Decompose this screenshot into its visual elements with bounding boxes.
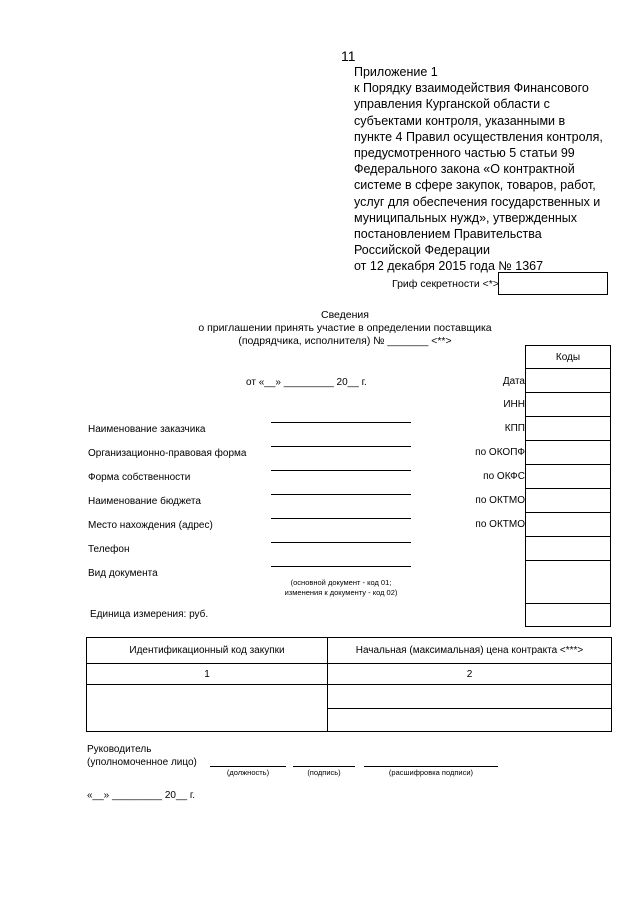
- field-label-ownership: Форма собственности: [88, 472, 191, 483]
- code-cell-oktmo[interactable]: [526, 489, 611, 513]
- appendix-line: муниципальных нужд», утвержденных: [354, 210, 578, 225]
- form-title: Сведения: [321, 309, 369, 321]
- code-label-inn: ИНН: [503, 399, 525, 410]
- code-label-date: Дата: [502, 376, 525, 387]
- appendix-line: от 12 декабря 2015 года № 1367: [354, 259, 544, 274]
- code-label-oktmo-2: по ОКТМО: [475, 519, 525, 530]
- appendix-line: управления Курганской области с: [354, 97, 550, 112]
- form-date: от «__» _________ 20__ г.: [246, 377, 367, 388]
- purchase-code-header: Идентификационный код закупки: [87, 638, 328, 664]
- secrecy-field[interactable]: [498, 272, 608, 295]
- appendix-line: Российской Федерации: [354, 243, 490, 258]
- code-cell-inn[interactable]: [526, 393, 611, 417]
- appendix-line: Приложение 1: [354, 65, 438, 79]
- name-decode-line[interactable]: [364, 766, 498, 767]
- position-line[interactable]: [210, 766, 286, 767]
- field-input-phone[interactable]: [271, 542, 411, 543]
- doc-type-note: (основной документ - код 01;: [290, 578, 392, 587]
- col-number-2: 2: [328, 664, 612, 685]
- field-label-doc-type: Вид документа: [88, 568, 158, 579]
- field-input-ownership[interactable]: [271, 470, 411, 471]
- field-input-address[interactable]: [271, 518, 411, 519]
- code-label-okopf: по ОКОПФ: [475, 447, 525, 458]
- code-cell-kpp[interactable]: [526, 417, 611, 441]
- purchase-table: [86, 637, 612, 732]
- code-cell-oktmo-2[interactable]: [526, 513, 611, 537]
- doc-type-note-2: изменения к документу - код 02): [284, 588, 398, 597]
- appendix-header: [354, 64, 603, 275]
- unit-label: Единица измерения: руб.: [90, 609, 209, 620]
- code-cell-date[interactable]: [526, 369, 611, 393]
- max-price-cell[interactable]: [328, 685, 612, 709]
- field-label-budget: Наименование бюджета: [88, 496, 201, 507]
- appendix-line: Федерального закона «О контрактной: [354, 162, 575, 177]
- code-cell-unit[interactable]: [526, 604, 611, 627]
- appendix-line: услуг для обеспечения государственных и: [354, 194, 601, 209]
- signatory-sublabel: (уполномоченное лицо): [87, 757, 197, 768]
- field-input-legal-form[interactable]: [271, 446, 411, 447]
- code-cell-okfs[interactable]: [526, 465, 611, 489]
- appendix-line: системе в сфере закупок, товаров, работ,: [354, 178, 596, 193]
- signature-line[interactable]: [293, 766, 355, 767]
- max-price-header: Начальная (максимальная) цена контракта <***>: [328, 638, 612, 664]
- position-caption: (должность): [226, 768, 270, 777]
- field-input-doc-type[interactable]: [271, 566, 411, 567]
- code-cell-okopf[interactable]: [526, 441, 611, 465]
- field-label-address: Место нахождения (адрес): [88, 520, 213, 531]
- purchase-code-cell[interactable]: [87, 685, 328, 732]
- codes-table: [525, 345, 611, 627]
- appendix-line: к Порядку взаимодействия Финансового: [354, 81, 589, 96]
- code-cell-doc-type[interactable]: [526, 561, 611, 604]
- page-number: 11: [341, 48, 356, 64]
- secrecy-label: Гриф секретности <*>: [392, 278, 500, 290]
- appendix-line: предусмотренного частью 5 статьи 99: [354, 146, 575, 161]
- appendix-line: пункте 4 Правил осуществления контроля,: [354, 129, 603, 144]
- field-label-phone: Телефон: [88, 544, 130, 555]
- max-price-cell-2[interactable]: [328, 708, 612, 732]
- signature-caption: (подпись): [307, 768, 341, 777]
- code-label-okfs: по ОКФС: [483, 471, 525, 482]
- field-label-legal-form: Организационно-правовая форма: [88, 448, 247, 459]
- col-number-1: 1: [87, 664, 328, 685]
- codes-header: Коды: [526, 346, 611, 369]
- footer-date: «__» _________ 20__ г.: [87, 790, 196, 801]
- code-label-oktmo: по ОКТМО: [475, 495, 525, 506]
- appendix-line: субъектами контроля, указанными в: [354, 113, 566, 128]
- field-input-customer[interactable]: [271, 422, 411, 423]
- form-subtitle-number: (подрядчика, исполнителя) № _______ <**>: [238, 335, 452, 347]
- name-decode-caption: (расшифровка подписи): [388, 768, 474, 777]
- signatory-label: Руководитель: [87, 744, 152, 755]
- field-label-customer: Наименование заказчика: [88, 424, 206, 435]
- appendix-line: постановлением Правительства: [354, 227, 542, 242]
- field-input-budget[interactable]: [271, 494, 411, 495]
- code-cell-phone[interactable]: [526, 537, 611, 561]
- code-label-kpp: КПП: [504, 423, 525, 434]
- form-subtitle: о приглашении принять участие в определении поставщика: [198, 322, 492, 334]
